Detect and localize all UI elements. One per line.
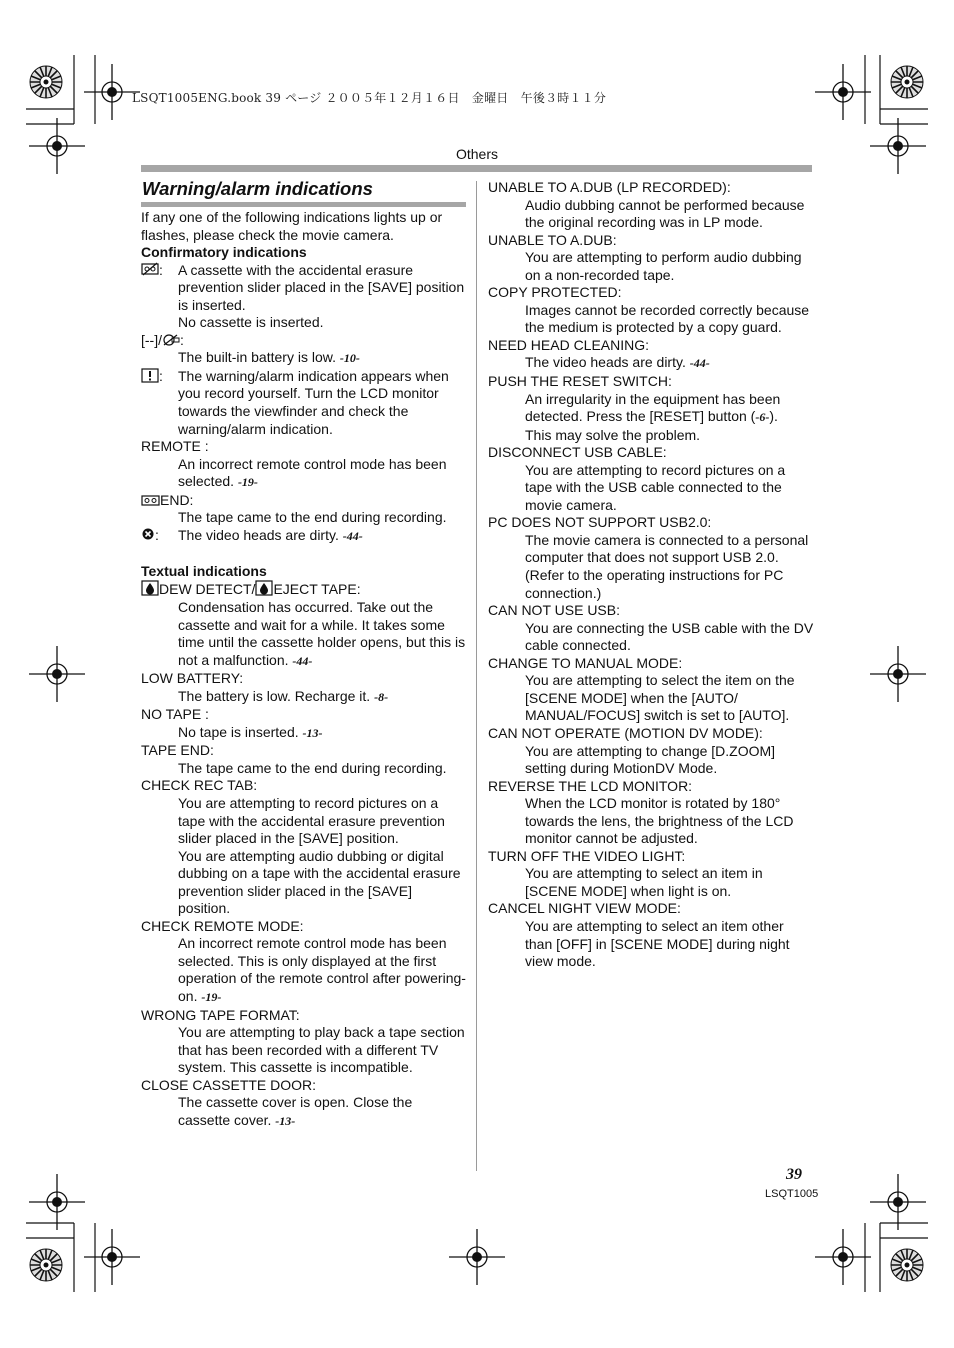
textual-item-text: You are attempting to select the item on the [SCENE MODE] when the [AUTO/ MANUAL/FOCUS] switch is set to [AUTO]. <box>525 672 795 724</box>
textual-item-label: TURN OFF THE VIDEO LIGHT: <box>488 847 686 864</box>
book-info-header: LSQT1005ENG.book 39 ページ ２００５年１２月１６日 金曜日 午後３時１１分 <box>132 91 607 105</box>
confirmatory-item-text: The built-in battery is low. -10- <box>178 349 360 366</box>
textual-item-label: CHANGE TO MANUAL MODE: <box>488 654 683 671</box>
textual-item-label: CANCEL NIGHT VIEW MODE: <box>488 900 681 917</box>
page-reference: -19- <box>237 475 258 490</box>
section-label: Others <box>455 146 498 162</box>
confirmatory-item-text: The tape came to the end during recording. <box>178 509 447 526</box>
page-reference: -13- <box>302 725 323 740</box>
left-column <box>141 209 466 1130</box>
page-reference: -10- <box>339 351 360 366</box>
textual-item-text: You are attempting to play back a tape section that has been recorded with a different TV system. This cassette is incompatible. <box>178 1024 465 1076</box>
header-rule <box>141 165 812 172</box>
textual-item-label: CHECK REC TAB: <box>141 777 258 794</box>
textual-item-text: The tape came to the end during recording. <box>178 759 447 776</box>
confirmatory-item-text: An incorrect remote control mode has been selected. -19- <box>178 455 447 490</box>
textual-item-label: PUSH THE RESET SWITCH: <box>488 373 672 390</box>
confirmatory-item-label: END: <box>141 492 466 510</box>
title-rule <box>141 202 466 207</box>
textual-item-text: When the LCD monitor is rotated by 180° towards the lens, the brightness of the LCD monitor cannot be adjusted. <box>525 795 794 847</box>
textual-item-label: TAPE END: <box>141 742 214 759</box>
textual-item-label: CAN NOT OPERATE (MOTION DV MODE): <box>488 724 763 741</box>
star-target-icon <box>30 1249 62 1281</box>
column-divider <box>476 181 477 1171</box>
confirmatory-item: : A cassette with the accidental erasure prevention slider placed in the [SAVE] position is inserted. No cassette is inserted. <box>141 262 466 332</box>
page-reference: -6- <box>755 410 770 425</box>
tape-icon <box>141 494 160 507</box>
textual-item-label: UNABLE TO A.DUB: <box>488 231 617 248</box>
textual-item-label: NO TAPE : <box>141 706 209 723</box>
textual-item-label: COPY PROTECTED: <box>488 284 622 301</box>
confirmatory-item: : The warning/alarm indication appears when you record yourself. Turn the LCD monitor towards the viewfinder and check the warning/alarm indication. <box>141 368 466 438</box>
textual-item-text: Audio dubbing cannot be performed because the original recording was in LP mode. <box>525 196 805 231</box>
textual-item-text: Images cannot be recorded correctly because the medium is protected by a copy guard. <box>525 301 810 336</box>
textual-item-label: LOW BATTERY: <box>141 670 244 687</box>
textual-item-text: The video heads are dirty. -44- <box>525 354 710 371</box>
star-target-icon <box>891 1249 923 1281</box>
textual-item-text: No tape is inserted. -13- <box>178 723 323 740</box>
exclamation-box-icon <box>141 368 159 383</box>
dew-drop-icon <box>255 580 273 596</box>
page-number: 39 <box>786 1166 802 1183</box>
textual-item-text: You are attempting to change [D.ZOOM] setting during MotionDV Mode. <box>525 742 776 777</box>
page-reference: -44- <box>689 356 710 371</box>
page-reference: -13- <box>275 1113 296 1128</box>
textual-item-label: DEW DETECT/ EJECT TAPE: <box>141 580 466 599</box>
star-target-icon <box>891 66 923 98</box>
model-number: LSQT1005 <box>765 1188 819 1200</box>
confirmatory-item: : The video heads are dirty. -44- <box>141 527 466 546</box>
textual-item-label: PC DOES NOT SUPPORT USB2.0: <box>488 514 712 531</box>
cassette-save-icon <box>141 262 159 276</box>
textual-item-label: DISCONNECT USB CABLE: <box>488 444 667 461</box>
textual-item-label: NEED HEAD CLEANING: <box>488 336 650 353</box>
page-reference: -44- <box>292 653 313 668</box>
textual-item-label: WRONG TAPE FORMAT: <box>141 1006 300 1023</box>
page-reference: -8- <box>374 689 389 704</box>
textual-item-label: UNABLE TO A.DUB (LP RECORDED): <box>488 179 731 195</box>
textual-item-text: The battery is low. Recharge it. -8- <box>178 687 389 704</box>
textual-item-text: You are attempting audio dubbing or digital dubbing on a tape with the accidental erasure prevention slider placed in the [SAVE] position. <box>178 847 461 917</box>
star-target-icon <box>30 66 62 98</box>
page-title: Warning/alarm indications <box>142 178 373 199</box>
textual-item-text: You are attempting to select an item other than [OFF] in [SCENE MODE] during night view mode. <box>525 917 790 970</box>
textual-item-text: You are attempting to select an item in [SCENE MODE] when light is on. <box>525 865 763 899</box>
textual-item-label: CLOSE CASSETTE DOOR: <box>141 1076 317 1093</box>
confirmatory-heading: Confirmatory indications <box>141 244 307 261</box>
textual-item-label: CHECK REMOTE MODE: <box>141 917 304 934</box>
textual-item-text: Condensation has occurred. Take out the cassette and wait for a while. It takes some time until the cassette holder opens, but this is not a malfunction. -44- <box>178 598 466 668</box>
textual-item-text: This may solve the problem. <box>525 426 701 443</box>
textual-item-text: An irregularity in the equipment has been detected. Press the [RESET] button (-6-). <box>525 390 781 425</box>
textual-item-text: You are attempting to record pictures on a tape with the accidental erasure prevention slider placed in the [SAVE] position. <box>178 795 445 847</box>
intro-text: If any one of the following indications lights up or flashes, please check the movie camera. <box>141 209 443 243</box>
textual-item-text: You are attempting to record pictures on a tape with the USB cable connected to the movie camera. <box>525 461 786 513</box>
battery-low-icon <box>162 333 180 347</box>
page-reference: -44- <box>342 528 363 543</box>
textual-item-text: The movie camera is connected to a personal computer that does not support USB 2.0. (Refer to the operating instructions for PC connection.) <box>525 531 809 601</box>
textual-item-label: REVERSE THE LCD MONITOR: <box>488 777 693 794</box>
textual-item-text: The cassette cover is open. Close the cassette cover. -13- <box>178 1094 413 1128</box>
dew-drop-icon <box>141 580 159 596</box>
right-column <box>488 179 814 971</box>
confirmatory-item-label: REMOTE : <box>141 438 209 455</box>
textual-heading: Textual indications <box>141 562 267 579</box>
textual-item-label: CAN NOT USE USB: <box>488 602 620 619</box>
head-dirty-icon <box>141 527 155 541</box>
textual-item-text: You are attempting to perform audio dubbing on a non-recorded tape. <box>525 249 802 283</box>
textual-item-text: An incorrect remote control mode has been selected. This is only displayed at the first operation of the remote control after powering-on. -19- <box>178 935 466 1005</box>
page-reference: -19- <box>201 990 222 1005</box>
textual-item-text: You are connecting the USB cable with the DV cable connected. <box>525 619 814 654</box>
confirmatory-item-label: [--]/ : <box>141 331 184 348</box>
